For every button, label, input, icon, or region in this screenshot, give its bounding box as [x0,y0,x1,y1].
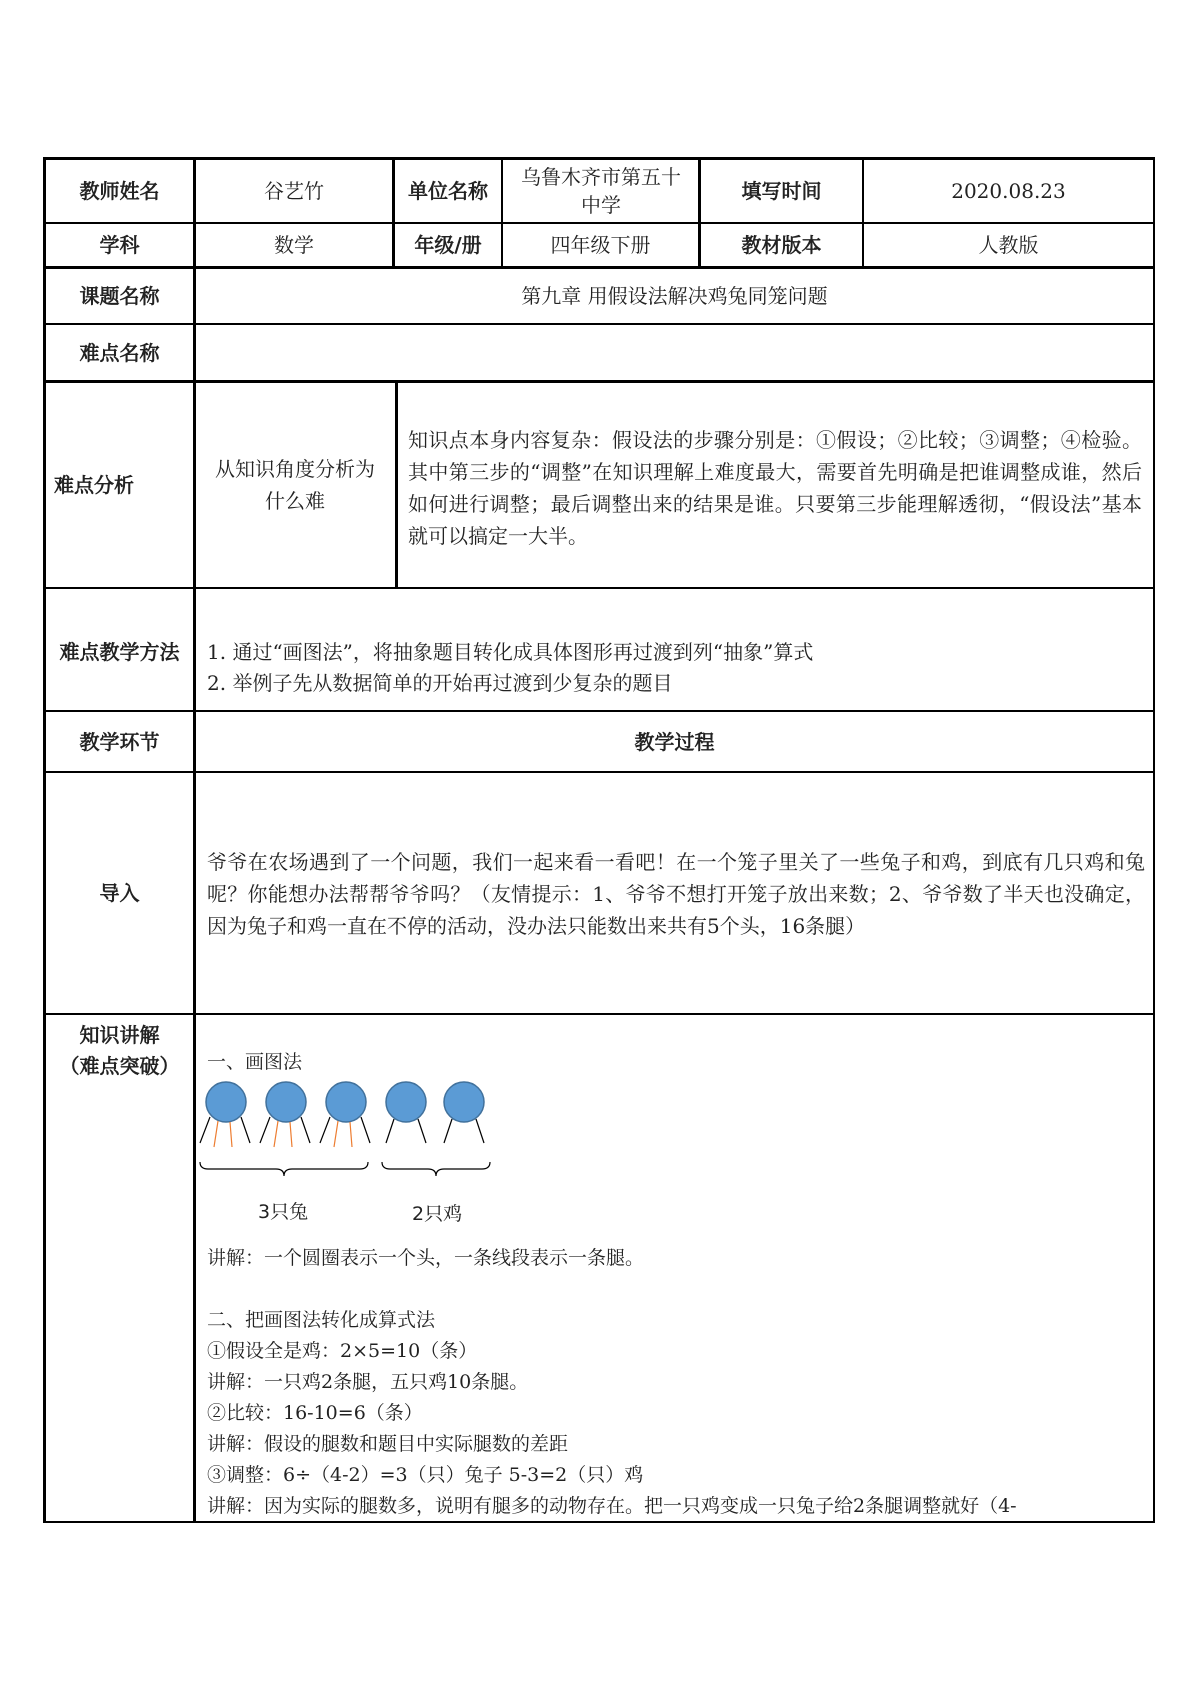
rabbit-brace [200,1162,368,1176]
teacher-name-value: 谷艺竹 [264,179,324,203]
teaching-method-label: 难点教学方法 [59,640,180,664]
difficulty-analysis-label: 难点分析 [54,473,134,497]
topic-value: 第九章 用假设法解决鸡兔同笼问题 [521,284,828,308]
grade-value: 四年级下册 [550,233,651,257]
rabbit-leg [214,1121,218,1147]
step-adjust: ③调整：6÷（4-2）=3（只）兔子 5-3=2（只）鸡 [207,1464,644,1486]
edition-label: 教材版本 [741,233,822,257]
method-item-1: 1. 通过“画图法”，将抽象题目转化成具体图形再过渡到列“抽象”算式 [207,640,814,664]
step-adjust-explanation: 讲解：因为实际的腿数多，说明有腿多的动物存在。把一只鸡变成一只兔子给2条腿调整就好（4- [207,1495,1017,1517]
chicken-head-1 [386,1082,426,1122]
rabbit-leg [320,1117,330,1143]
chicken-figure-2 [444,1082,484,1143]
teaching-process-header: 教学过程 [634,729,715,754]
rabbit-leg [361,1117,370,1143]
section-drawing-method: 一、画图法 [207,1051,303,1073]
subject-value: 数学 [274,233,314,257]
rabbit-leg [241,1117,250,1143]
table-border-right [1153,157,1155,1523]
rabbit-leg [350,1122,352,1147]
chicken-leg [444,1119,452,1143]
method-item-2: 2. 举例子先从数据简单的开始再过渡到少复杂的题目 [207,671,673,695]
rabbit-figure-1 [200,1082,250,1147]
grade-label: 年级/册 [414,233,482,257]
difficulty-name-value [196,325,1153,380]
rabbit-leg [290,1122,292,1147]
difficulty-name-label: 难点名称 [79,340,160,365]
table-border-bottom [43,1521,1155,1523]
step-compare: ②比较：16-10=6（条） [207,1402,423,1424]
chicken-count-label: 2只鸡 [412,1203,463,1225]
analysis-angle-label: 从知识角度分析为什么难 [215,457,375,513]
chicken-leg [386,1119,394,1143]
rabbit-figure-2 [260,1082,310,1147]
section-equation-method: 二、把画图法转化成算式法 [207,1309,436,1331]
rabbit-leg [230,1122,232,1147]
analysis-text: 知识点本身内容复杂：假设法的步骤分别是：①假设；②比较；③调整；④检验。其中第三步的“调整”在知识理解上难度最大，需要首先明确是把谁调整成谁，然后如何进行调整；最后调整出来的结果是谁。只要第三步能理解透彻，“假设法”基本就可以搞定一大半。 [408,428,1142,548]
step-assume-explanation: 讲解：一只鸡2条腿，五只鸡10条腿。 [207,1371,529,1393]
subject-label: 学科 [99,233,140,257]
teaching-stage-label: 教学环节 [79,729,160,754]
drawing-explanation: 讲解：一个圆圈表示一个头，一条线段表示一条腿。 [207,1247,645,1269]
rabbit-leg [274,1121,278,1147]
row-line-7 [43,771,1155,773]
chicken-leg [476,1119,484,1143]
step-assume: ①假设全是鸡：2×5=10（条） [207,1340,478,1362]
step-compare-explanation: 讲解：假设的腿数和题目中实际腿数的差距 [207,1433,569,1455]
rabbit-leg [301,1117,310,1143]
knowledge-label-line-1: 知识讲解 [79,1023,160,1047]
teacher-name-label: 教师姓名 [79,179,160,203]
topic-label: 课题名称 [79,284,160,308]
chicken-leg [418,1119,426,1143]
chicken-brace [382,1162,490,1176]
chicken-figure-1 [386,1082,426,1143]
analysis-sub-divider [395,380,398,589]
rabbit-count-label: 3只兔 [258,1201,309,1223]
rabbit-head-3 [326,1082,366,1122]
rabbit-leg [260,1117,270,1143]
knowledge-label-line-2: （难点突破） [59,1054,180,1078]
rabbit-leg [200,1117,210,1143]
row-line-8 [43,1013,1155,1015]
fill-date-value: 2020.08.23 [951,179,1066,203]
row-line-5 [43,587,1155,589]
unit-name-label: 单位名称 [408,179,488,203]
edition-value: 人教版 [978,233,1039,257]
rabbit-figure-3 [320,1082,370,1147]
intro-text: 爷爷在农场遇到了一个问题，我们一起来看一看吧！在一个笼子里关了一些兔子和鸡，到底有几只鸡和兔呢？你能想办法帮帮爷爷吗？（友情提示：1、爷爷不想打开笼子放出来数；2、爷爷数了半天也没确定，因为兔子和鸡一直在不停的活动，没办法只能数出来共有5个头，16条腿） [207,850,1145,938]
unit-name-value: 乌鲁木齐市第五十中学 [521,165,681,217]
rabbit-head-1 [206,1082,246,1122]
rabbit-leg [334,1121,338,1147]
knowledge-label [46,1020,193,1082]
fill-date-label: 填写时间 [741,179,822,203]
rabbit-head-2 [266,1082,306,1122]
intro-label: 导入 [99,881,140,905]
chicken-head-2 [444,1082,484,1122]
